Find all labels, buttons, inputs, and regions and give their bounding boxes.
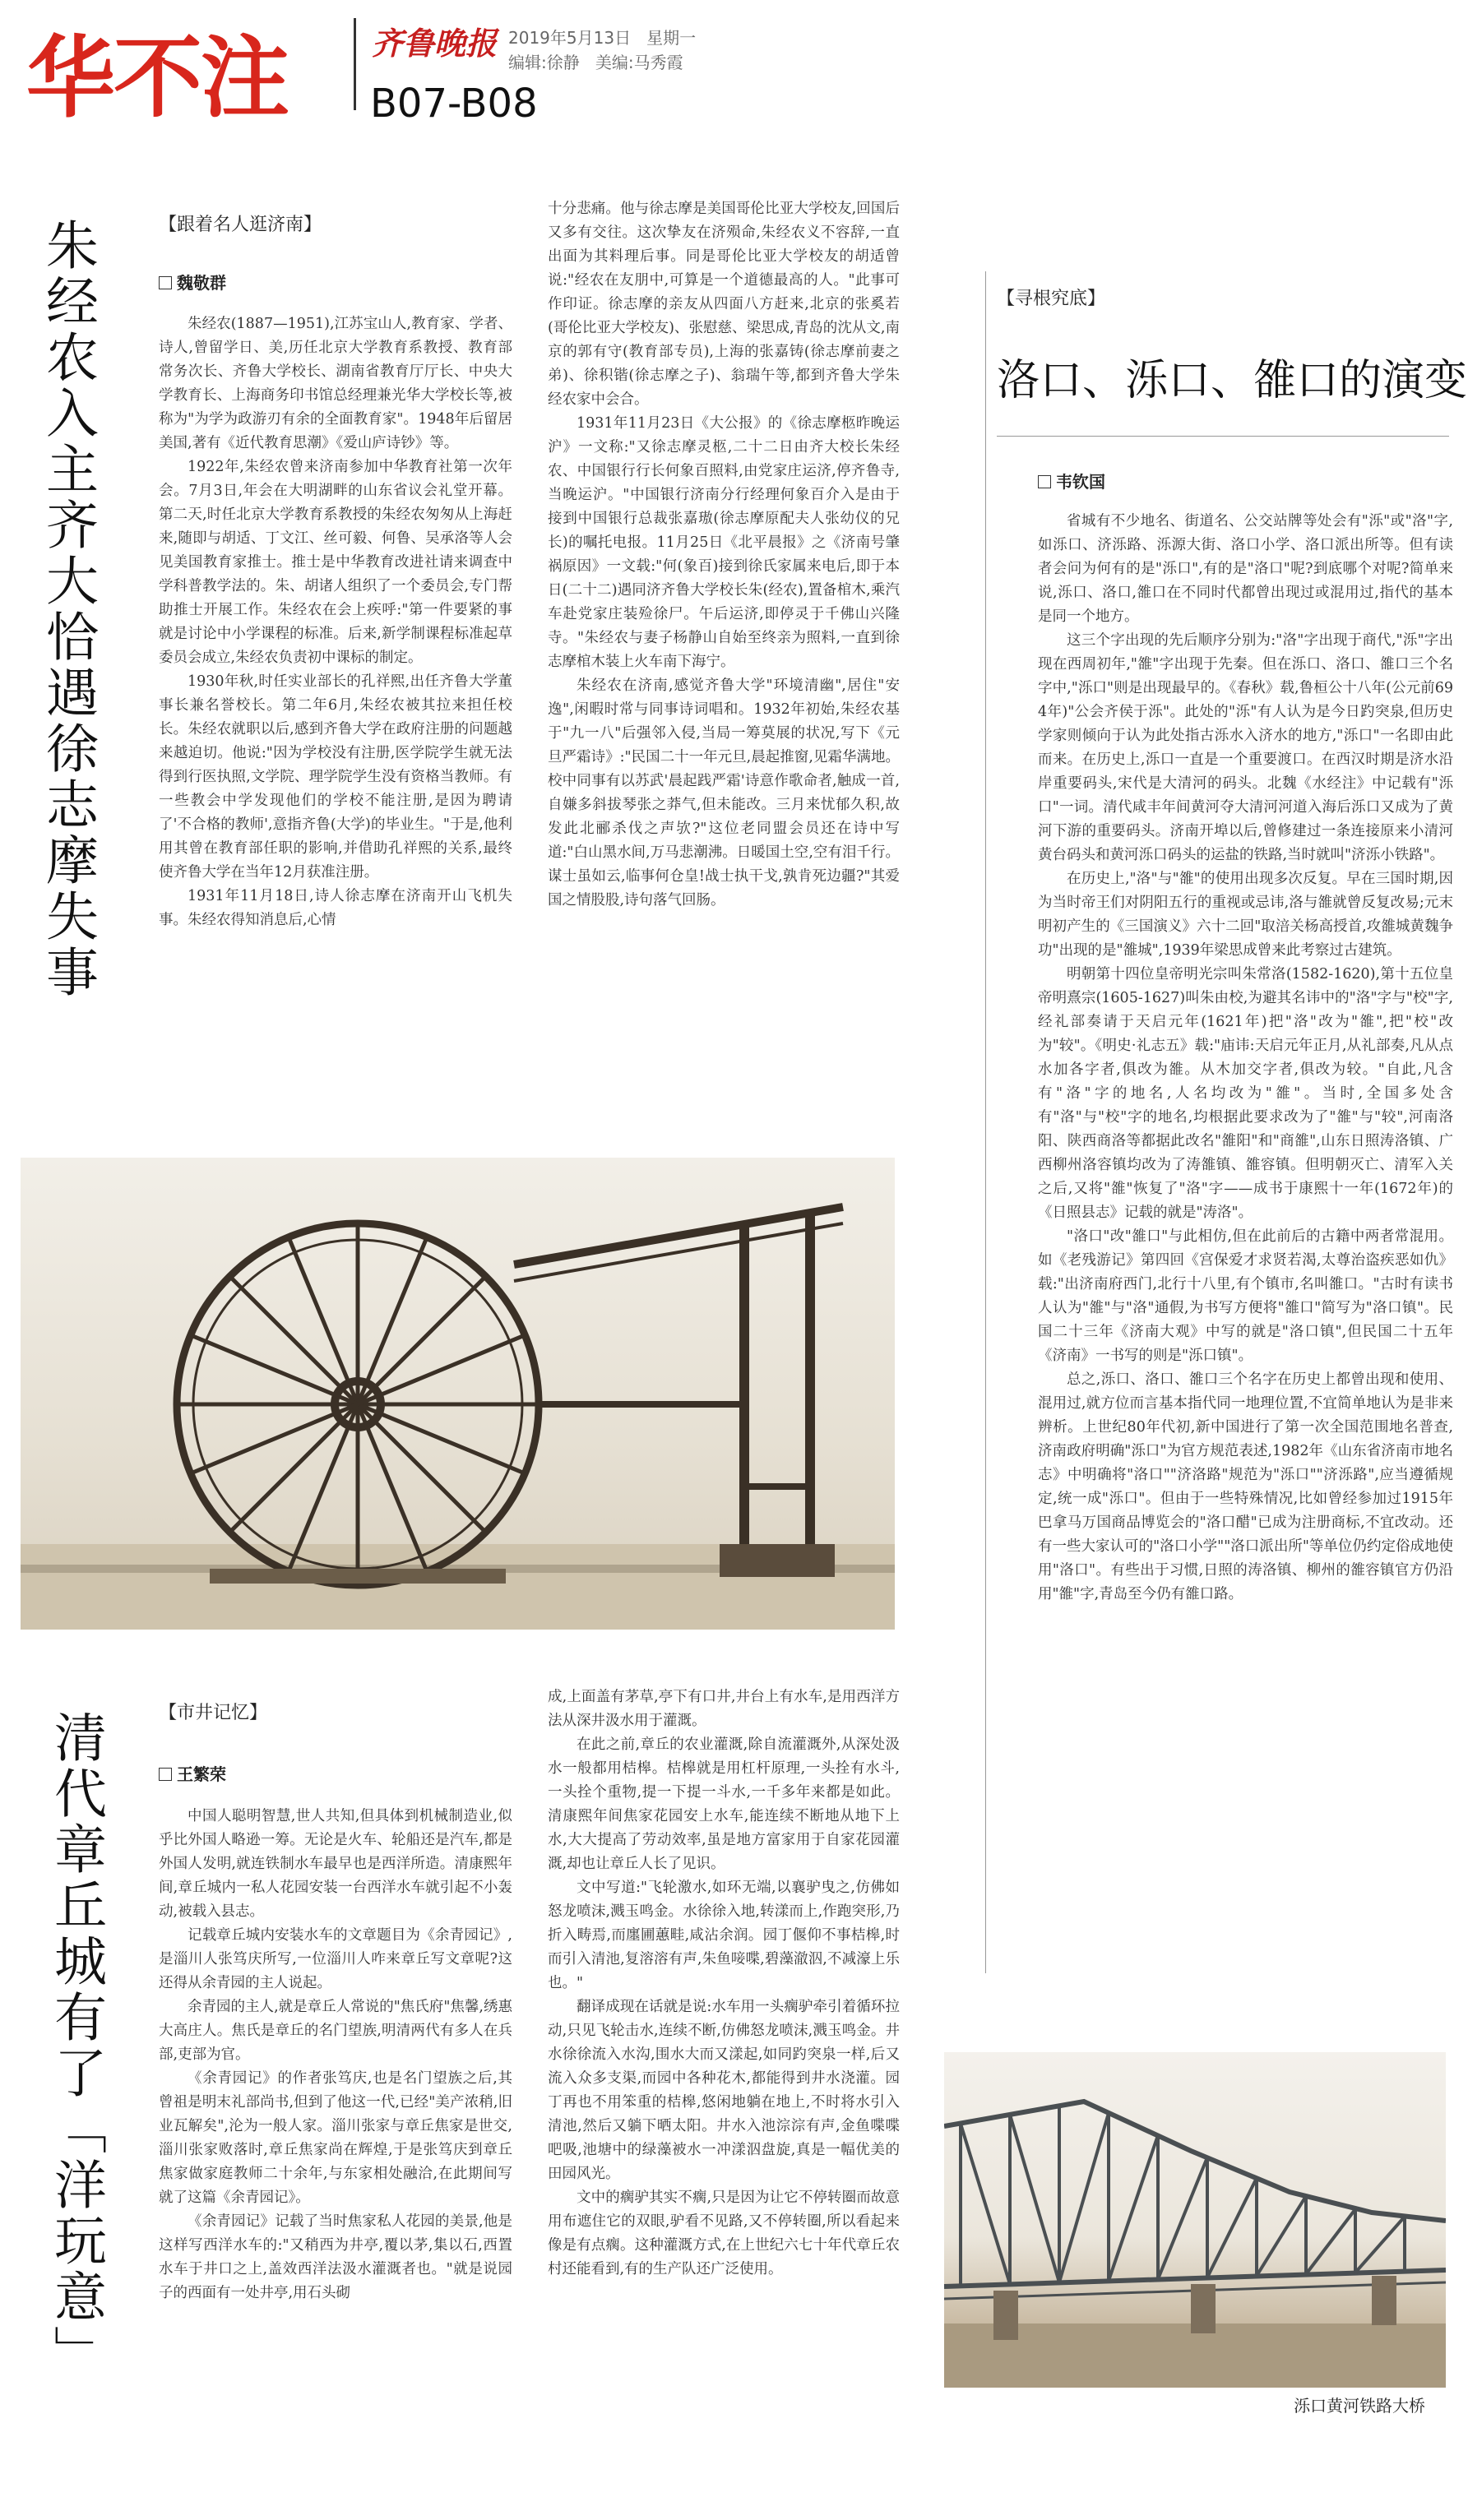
article3-paragraph: 翻译成现在话就是说:水车用一头瘸驴牵引着循环拉动,只见飞轮击水,连续不断,仿佛怒龙喷沫,溅玉鸣金。井水徐徐流入水沟,围水大而又漾起,如同趵突泉一样,后又流入众多支渠,而园中各种花木,都能得到井水浇灌。园丁再也不用笨重的桔槔,悠闲地躺在地上,不时将水引入清池,然后又躺下晒太阳。井水入池淙淙有声,金鱼喋喋吧吸,池塘中的绿藻被水一冲漾泅盘旋,真是一幅优美的田园风光。 xyxy=(548,1999,900,2182)
article1-column-label: 【跟着名人逛济南】 xyxy=(159,215,322,235)
article1-paragraph: 十分悲痛。他与徐志摩是美国哥伦比亚大学校友,回国后又多有交往。这次挚友在济殒命,朱经农义不容辞,一直出面为其料理后事。同是哥伦比亚大学校友的胡适曾说:"经农在友朋中,可算是一个道德最高的人。"此事可作印证。徐志摩的亲友从四面八方赶来,北京的张奚若(哥伦比亚大学校友)、张慰慈、梁思成,青岛的沈从文,南京的郭有守(教育部专员),上海的张嘉铸(徐志摩前妻之弟)、徐积锴(徐志摩之子)、翁瑞午等,都到齐鲁大学朱经农家中会合。 xyxy=(548,201,900,408)
masthead-divider xyxy=(354,18,356,110)
column-divider xyxy=(985,271,986,1973)
article3-paragraph: 记载章丘城内安装水车的文章题目为《余青园记》,是淄川人张笃庆所写,一位淄川人咋来章丘写文章呢?这还得从余青园的主人说起。 xyxy=(159,1927,512,1991)
article3-column-2 xyxy=(548,1685,900,2504)
article1-column-1 xyxy=(159,312,512,1143)
article3-paragraph: 成,上面盖有茅草,亭下有口井,井台上有水车,是用西洋方法从深井汲水用于灌溉。 xyxy=(548,1689,900,1729)
article2-title: 洛口、泺口、雒口的演变 xyxy=(997,356,1468,405)
article1-paragraph: 1931年11月23日《大公报》的《徐志摩柩昨晚运沪》一文称:"又徐志摩灵柩,二十二日由齐大校长朱经农、中国银行行长何象百照料,由党家庄运济,停齐鲁寺,当晚运沪。"中国银行济南分行经理何象百介入是由于接到中国银行总裁张嘉璈(徐志摩原配夫人张幼仪的兄长)的嘱托电报。11月25日《北平晨报》之《济南号肇祸原因》一文载:"何(象百)接到徐氏家属来电后,即于本日(二十二)遇同济齐鲁大学校长朱(经农),置备棺木,乘汽车赴党家庄装殓徐尸。午后运济,即停灵于千佛山兴隆寺。"朱经农与妻子杨静山自始至终亲为照料,一直到徐志摩棺木装上火车南下海宁。 xyxy=(548,415,900,670)
masthead-staff-line xyxy=(508,49,683,73)
article1-paragraph: 1922年,朱经农曾来济南参加中华教育社第一次年会。7月3日,年会在大明湖畔的山东省议会礼堂开幕。第二天,时任北京大学教育系教授的朱经农匆匆从上海赶来,随即与胡适、丁文江、丝可毅、何鲁、吴承洛等人会见美国教育家推士。推士是中华教育改进社请来调查中学科普教学法的。朱、胡诸人组织了一个委员会,专门帮助推士开展工作。朱经农在会上疾呼:"第一件要紧的事就是讨论中小学课程的标准。后来,新学制课程标准起草委员会成立,朱经农负责初中课标的制定。 xyxy=(159,459,512,666)
article3-paragraph: 中国人聪明智慧,世人共知,但具体到机械制造业,似乎比外国人略逊一筹。无论是火车、轮船还是汽车,都是外国人发明,就连铁制水车最早也是西洋所造。清康熙年间,章丘城内一私人花园安装一台西洋水车就引起不小轰动,被载入县志。 xyxy=(159,1808,512,1920)
article1-paragraph: 朱经农(1887—1951),江苏宝山人,教育家、学者、诗人,曾留学日、美,历任北京大学教育系教授、教育部常务次长、齐鲁大学校长、湖南省教育厅厅长、中央大学教育长、上海商务印书馆总经理兼光华大学校长等,被称为"为学为政游刃有余的全面教育家"。1948年后留居美国,著有《近代教育思潮》《爱山庐诗钞》等。 xyxy=(159,316,512,451)
article1-paragraph: 1931年11月18日,诗人徐志摩在济南开山飞机失事。朱经农得知消息后,心情 xyxy=(159,888,512,928)
waterwheel-illustration xyxy=(21,1158,895,1630)
article1-column-2 xyxy=(548,197,900,1143)
article3-paragraph: 《余青园记》的作者张笃庆,也是名门望族之后,其曾祖是明末礼部尚书,但到了他这一代,已经"美产浓稍,旧业瓦解矣",沦为一般人家。淄川张家与章丘焦家是世交,淄川张家败落时,章丘焦家尚在辉煌,于是张笃庆到章丘焦家做家庭教师二十余年,与东家相处融洽,在此期间写就了这篇《余青园记》。 xyxy=(159,2070,512,2206)
bridge-photo-caption: 泺口黄河铁路大桥 xyxy=(1294,2396,1425,2416)
masthead xyxy=(0,0,1468,130)
article2-paragraph: 省城有不少地名、街道名、公交站牌等处会有"泺"或"洛"字,如泺口、济泺路、泺源大街、洛口小学、洛口派出所等。但有读者会问为何有的是"泺口",有的是"洛口"呢?到底哪个对呢?简单来说,泺口、洛口,雒口在不同时代都曾出现过或混用过,指代的基本是同一个地方。 xyxy=(1038,513,1453,625)
masthead-date-line xyxy=(508,25,696,49)
article3-title: 清代章丘城有了「洋玩意」 xyxy=(45,1710,106,2381)
article2-paragraph: 总之,泺口、洛口、雒口三个名字在历史上都曾出现和使用、混用过,就方位而言基本指代同一地理位置,不宜简单地认为是非来辨析。上世纪80年代初,新中国进行了第一次全国范围地名普查,济南政府明确"泺口"为官方规范表述,1982年《山东省济南市地名志》中明确将"洛口""济洛路"规范为"泺口""济泺路",应当遵循规定,统一成"泺口"。但由于一些特殊情况,比如曾经参加过1915年巴拿马万国商品博览会的"洛口醋"已成为注册商标,不宜改动。还有一些大家认可的"洛口小学""洛口派出所"等单位仍约定俗成地使用"洛口"。有些出于习惯,日照的涛洛镇、柳州的雒容镇官方仍沿用"雒"字,青岛至今仍有雒口路。 xyxy=(1038,1371,1453,1602)
article3-paragraph: 余青园的主人,就是章丘人常说的"焦氏府"焦馨,绣惠大高庄人。焦氏是章丘的名门望族,明清两代有多人在兵部,吏部为官。 xyxy=(159,1999,512,2063)
article3-paragraph: 在此之前,章丘的农业灌溉,除自流灌溉外,从深处汲水一般都用桔槔。桔槔就是用杠杆原理,一头拴有水斗,一头拴个重物,提一下提一斗水,一千多年来都是如此。清康熙年间焦家花园安上水车,能连续不断地从地下上水,大大提高了劳动效率,虽是地方富家用于自家花园灌溉,却也让章丘人长了见识。 xyxy=(548,1736,900,1872)
article2-paragraph: 在历史上,"洛"与"雒"的使用出现多次反复。早在三国时期,因为当时帝王们对阴阳五行的重视或忌讳,洛与雒就曾反复改易;元末明初产生的《三国演义》六十二回"取涪关杨高授首,攻雒城黄魏争功"出现的是"雒城",1939年梁思成曾来此考察过古建筑。 xyxy=(1038,871,1453,959)
article1-title: 朱经农入主齐大恰遇徐志摩失事 xyxy=(37,218,98,1001)
article3-paragraph: 文中写道:"飞轮激水,如环无端,以襄驴曳之,仿佛如怒龙喷沫,溅玉鸣金。水徐徐入地,转漾而上,作跑突形,乃折入畴焉,而廛圃蕙畦,咸沾余润。园丁偃仰不事桔槔,时而引入清池,复溶溶有声,朱鱼唼喋,碧藻澈泅,不减濠上乐也。" xyxy=(548,1880,900,1991)
article2-paragraph: 这三个字出现的先后顺序分别为:"洛"字出现于商代,"泺"字出现在西周初年,"雒"字出现于先秦。但在泺口、洛口、雒口三个名字中,"泺口"则是出现最早的。《春秋》载,鲁桓公十八年(公元前694年)"公会齐侯于泺"。此处的"泺"有人认为是今日趵突泉,但历史学家则倾向于认为此处指古泺水入济水的地方,"泺口"一名即由此而来。在历史上,泺口一直是一个重要渡口。在西汉时期是济水沿岸重要码头,宋代是大清河的码头。北魏《水经注》中记载有"泺口"一词。清代咸丰年间黄河夺大清河河道入海后泺口又成为了黄河下游的重要码头。济南开埠以后,曾修建过一条连接原来小清河黄台码头和黄河泺口码头的运盐的铁路,当时就叫"济泺小铁路"。 xyxy=(1038,632,1453,863)
issue-date: 2019年5月13日 xyxy=(508,28,632,48)
article3-paragraph: 《余青园记》记载了当时焦家私人花园的美景,他是这样写西洋水车的:"又稍西为井亭,覆以茅,集以石,西置水车于井口之上,盖效西洋法汲水灌溉者也。"就是说园子的西面有一处井亭,用石头砌 xyxy=(159,2213,512,2301)
bridge-photo xyxy=(944,2052,1446,2388)
article2-column-label: 【寻根究底】 xyxy=(997,289,1106,309)
article2-title-rule xyxy=(997,436,1449,437)
page-numbers: B07-B08 xyxy=(370,81,538,127)
article3-paragraph: 文中的瘸驴其实不瘸,只是因为让它不停转圈而故意用布遮住它的双眼,驴看不见路,又不停转圈,所以看起来像是有点瘸。这种灌溉方式,在上世纪六七十年代章丘农村还能看到,有的生产队还广泛使用。 xyxy=(548,2189,900,2277)
editor-credit: 编辑:徐静 xyxy=(508,53,580,72)
bridge-illustration xyxy=(944,2052,1446,2388)
article1-byline: 魏敬群 xyxy=(159,270,226,294)
article2-paragraph: "洛口"改"雒口"与此相仿,但在此前后的古籍中两者常混用。如《老残游记》第四回《宫保爱才求贤若渴,太尊治盗疾恶如仇》载:"出济南府西门,北行十八里,有个镇市,名叫雒口。"古时有读书人认为"雒"与"洛"通假,为书写方便将"雒口"简写为"洛口镇"。民国二十三年《济南大观》中写的就是"洛口镇",但民国二十五年《济南》一书写的则是"泺口镇"。 xyxy=(1038,1228,1453,1364)
article3-column-1 xyxy=(159,1805,512,2504)
waterwheel-photo xyxy=(21,1158,895,1630)
issue-weekday: 星期一 xyxy=(646,28,697,48)
article3-column-label: 【市井记忆】 xyxy=(159,1703,268,1723)
article1-paragraph: 朱经农在济南,感觉齐鲁大学"环境清幽",居住"安逸",闲暇时常与同事诗词唱和。1932年初始,朱经农基于"九一八"后强邻入侵,当局一筹莫展的状况,写下《元旦严霜诗》:"民国二十一年元旦,晨起推窗,见霜华满地。校中同事有以苏武'晨起践严霜'诗意作歌命者,触成一首,自嫌多斜拔琴张之莽气,但未能改。三月来忧郁久积,故发此北郦杀伐之声欤?"这位老同盟会员还在诗中写道:"白山黑水间,万马悲潮沸。日暖国土空,空有泪千行。谋士虽如云,临事何仓皇!战士执干戈,孰肯死边疆?"其爱国之情股股,诗句落气回肠。 xyxy=(548,677,900,909)
section-logo: 华不注 xyxy=(26,27,289,130)
article2-body xyxy=(1038,510,1453,2023)
article2-byline: 韦钦国 xyxy=(1038,469,1105,492)
article1-paragraph: 1930年秋,时任实业部长的孔祥熙,出任齐鲁大学董事长兼名誉校长。第二年6月,朱经农被其拉来担任校长。朱经农就职以后,感到齐鲁大学在政府注册的问题越来越迫切。他说:"因为学校没有注册,医学院学生就无法得到行医执照,文学院、理学院学生没有资格当教师。有一些教会中学发现他们的学校不能注册,是因为聘请了'不合格的教师',意指齐鲁(大学)的毕业生。"于是,他利用其曾在教育部任职的影响,并借助孔祥熙的关系,最终使齐鲁大学在当年12月获准注册。 xyxy=(159,673,512,881)
article2-paragraph: 明朝第十四位皇帝明光宗叫朱常洛(1582-1620),第十五位皇帝明熹宗(1605-1627)叫朱由校,为避其名讳中的"洛"字与"校"字,经礼部奏请于天启元年(1621年)把"洛"改为"雒",把"校"改为"较"。《明史·礼志五》载:"庙讳:天启元年正月,从礼部奏,凡从点水加各字者,俱改为雒。从木加交字者,俱改为较。"自此,凡含有"洛"字的地名,人名均改为"雒"。当时,全国多处含有"洛"与"校"字的地名,均根据此要求改为了"雒"与"较",河南洛阳、陕西商洛等都据此改名"雒阳"和"商雒",山东日照涛洛镇、广西柳州洛容镇均改为了涛雒镇、雒容镇。但明朝灭亡、清军入关之后,又将"雒"恢复了"洛"字——成书于康熙十一年(1672年)的《日照县志》记载的就是"涛洛"。 xyxy=(1038,966,1453,1221)
article3-byline: 王繁荣 xyxy=(159,1761,226,1785)
designer-credit: 美编:马秀霞 xyxy=(595,53,683,72)
newspaper-name: 齐鲁晚报 xyxy=(372,25,498,62)
